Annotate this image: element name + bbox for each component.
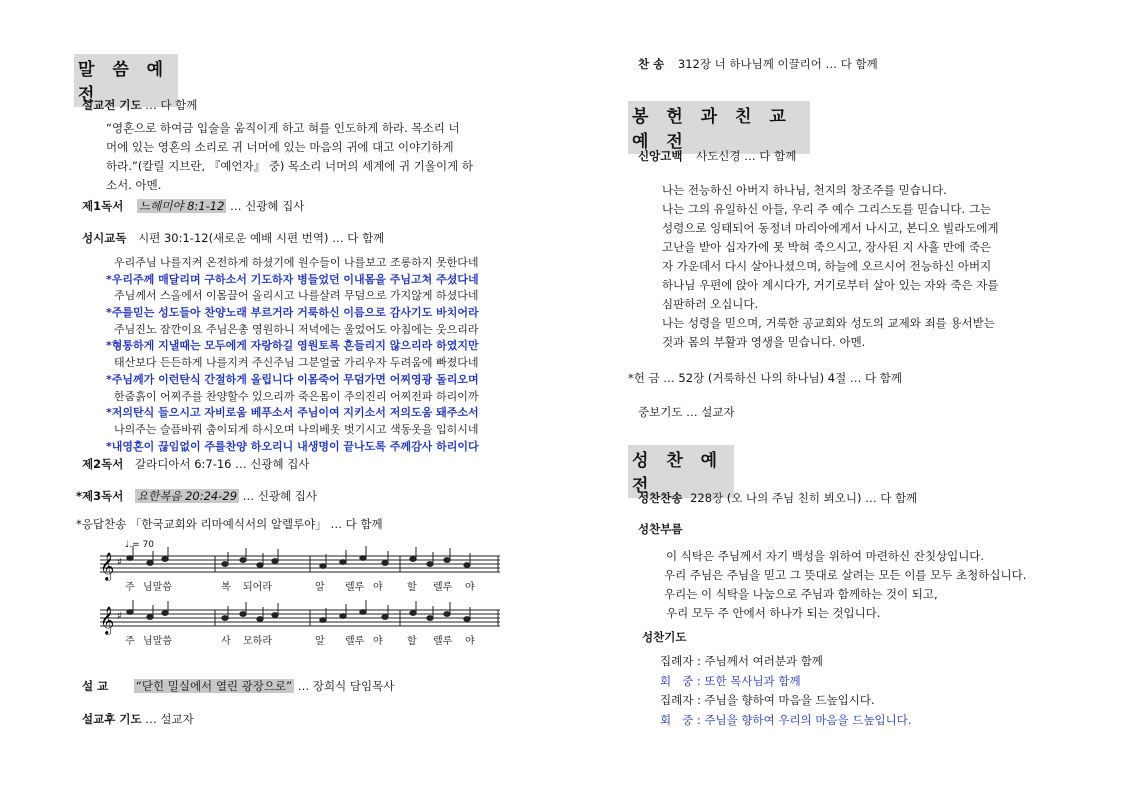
note-head [127, 556, 133, 561]
intercession: 중보기도 … 설교자 [638, 405, 735, 419]
note-head [382, 561, 388, 566]
lyric: 야 [465, 636, 475, 647]
text-line: 자 가운데서 다시 살아나셨으며, 하늘에 오르시어 전능하신 아버지 [662, 259, 992, 273]
note-head [257, 617, 263, 622]
treble-clef-icon: 𝄞 [100, 552, 115, 580]
svg-text:♯: ♯ [117, 557, 122, 568]
note-head [222, 616, 228, 621]
invitation-label: 성찬부름 [638, 522, 683, 536]
communion-prayer-dialogue [660, 652, 1040, 730]
note-head [240, 558, 246, 563]
communion-hymn [638, 490, 917, 506]
reading3-ref: 요한복음 20:24-29 [137, 489, 238, 503]
text-line: 이 식탁은 주님께서 자기 백성을 위하여 마련하신 잔칫상입니다. [666, 549, 985, 563]
note-head [464, 563, 470, 568]
reading2-label: 제2독서 [82, 457, 124, 471]
psalm-line: 한줌흙이 어찌주를 찬양할수 있으리까 죽은몸이 주의진리 어찌전파 하리이까 [114, 389, 479, 403]
note-head [360, 556, 366, 561]
hymn-rest: 312장 너 하나님께 이끌리어 … 다 함께 [677, 57, 878, 71]
note-head [147, 561, 153, 566]
note-head [382, 615, 388, 620]
note-head [340, 560, 346, 565]
lyric: 모하라 [243, 636, 272, 647]
note-head [320, 618, 326, 623]
psalm-rest: 시편 30:1-12(새로운 예배 시편 번역) … 다 함께 [138, 231, 385, 245]
psalm-line-response: *저의탄식 들으시고 자비로움 베푸소서 주님이여 지키소서 저의도움 돼주소서 [106, 406, 479, 420]
note-head [127, 610, 133, 615]
prayer-before-label: 설교전 기도 [82, 98, 142, 112]
lyric: 복 [221, 582, 231, 593]
note-head [444, 612, 450, 617]
lyric: 주 [125, 636, 135, 647]
reading1-rest: … 신광혜 집사 [226, 199, 305, 213]
text-line: 성령으로 잉태되어 동정녀 마리아에게서 나시고, 본디오 빌라도에게 [662, 221, 999, 235]
prayer-after [82, 711, 194, 727]
text-line: 우리 주님은 주님을 믿고 그 뜻대로 살려는 모든 이를 모두 초청하십니다. [664, 568, 1027, 582]
creed-rest: 사도신경 … 다 함께 [696, 149, 797, 163]
lyric: 야 [373, 582, 383, 593]
sermon-title: “닫힌 밀실에서 열린 광장으로” [135, 679, 293, 693]
dialogue-line-response: 회 중 : 또한 목사님과 함께 [660, 673, 801, 688]
lyric: 렐루 [345, 636, 365, 647]
lyric: 알 [315, 636, 325, 647]
note-head [444, 558, 450, 563]
text-line: “영혼으로 하여금 입술을 움직이게 하고 혀를 인도하게 하라. 목소리 너 [106, 121, 460, 135]
prayer-after-label: 설교후 기도 [82, 712, 142, 726]
psalm-line-response: *우리주께 매달리며 구하소서 기도하자 병들었던 이내몸을 주님고쳐 주셨다네 [106, 272, 479, 286]
note-head [464, 617, 470, 622]
communion-prayer-label: 성찬기도 [642, 630, 687, 644]
prayer-after-rest: … 설교자 [141, 712, 194, 726]
lyric: 님말씀 [143, 582, 172, 593]
reading1-ref: 느헤미야 8:1-12 [139, 199, 225, 213]
sermon-rest: … 장희식 담임목사 [294, 679, 395, 693]
note-head [272, 559, 278, 564]
lyric: 사 [221, 636, 231, 647]
reading3 [76, 488, 317, 504]
lyric: 야 [465, 582, 475, 593]
note-head [162, 557, 168, 562]
note-head [340, 614, 346, 619]
hymn-label: 찬 송 [638, 57, 665, 71]
reading2 [82, 456, 310, 472]
note-head [360, 610, 366, 615]
text-line: 우리는 이 식탁을 나눔으로 주님과 함께하는 것이 되고, [664, 587, 938, 601]
psalm-line-response: *주를믿는 성도들아 찬양노래 부르거라 거룩하신 이름으로 감사기도 바치어라 [106, 306, 479, 320]
creed-heading [638, 148, 796, 164]
tempo-marking: ♩.= 70 [125, 540, 154, 550]
staff-line-1 [100, 552, 500, 581]
psalm-line: 나의주는 슬픔바꿔 춤이되게 하시오며 나의베옷 벗기시고 색동옷을 입히시네 [114, 422, 479, 436]
psalm-line: 태산보다 든든하게 나를지켜 주신주님 그분얼굴 가리우자 두려움에 빠졌다네 [114, 356, 479, 370]
dialogue-line-response: 회 중 : 주님을 향하여 우리의 마음을 드높입니다. [660, 712, 912, 727]
lyric: 님말씀 [143, 636, 172, 647]
note-head [410, 611, 416, 616]
prayer-before-heading [82, 97, 197, 113]
response-song: *응답찬송 「한국교회와 리마예식서의 알렐루야」 … 다 함께 [76, 517, 383, 531]
text-line: 것과 몸의 부활과 영생을 믿습니다. 아멘. [662, 335, 866, 349]
psalm-line: 우리주님 나를지켜 온전하게 하셨기에 원수들이 나를보고 조롱하지 못한다네 [114, 256, 479, 269]
note-head [272, 613, 278, 618]
text-line: 나는 그의 유일하신 아들, 우리 주 예수 그리스도를 믿습니다. 그는 [662, 202, 992, 216]
treble-clef-icon: 𝄞 [100, 606, 115, 634]
communion-hymn-label: 성찬찬송 [638, 491, 683, 505]
note-head [410, 557, 416, 562]
psalm-line: 주님진노 잠깐이요 주님은총 영원하니 저녁에는 울었어도 아침에는 웃으리라 [114, 322, 479, 336]
note-head [427, 616, 433, 621]
page-title: 말 씀 예 전 [74, 54, 178, 107]
reading3-label: *제3독서 [76, 489, 124, 503]
lyric: 할 [407, 582, 417, 593]
text-line: 머에 있는 영혼의 소리로 귀 너머에 있는 마음의 귀에 대고 이야기하게 [106, 140, 454, 154]
invitation-text [666, 547, 1046, 623]
music-score [95, 540, 505, 650]
communion-hymn-rest: 228장 (오 나의 주님 친히 뵈오니) … 다 함께 [690, 491, 918, 505]
apostles-creed-text [662, 181, 1042, 352]
text-line: 우리 모두 주 안에서 하나가 되는 것입니다. [666, 606, 881, 620]
note-head [147, 615, 153, 620]
psalm-line-response: *형통하게 지낼때는 모두에게 자랑하길 영원토록 흔들리지 않으리라 하였지만 [106, 339, 479, 353]
svg-text:♯: ♯ [117, 611, 122, 622]
lyric: 알 [315, 582, 325, 593]
prayer-before-text [106, 119, 506, 195]
lyric: 주 [125, 582, 135, 593]
reading1 [82, 198, 304, 214]
lyric: 할 [407, 636, 417, 647]
reading3-rest: … 신광혜 집사 [239, 489, 318, 503]
offering: *헌 금 … 52장 (거룩하신 나의 하나님) 4절 … 다 함께 [628, 371, 902, 385]
note-head [240, 612, 246, 617]
psalm-line-response: *내영혼이 끊임없이 주를찬양 하오리니 내생명이 끝나도록 주께감사 하리이다 [106, 439, 479, 453]
text-line: 고난을 받아 십자가에 못 박혀 죽으시고, 장사된 지 사흘 만에 죽은 [662, 240, 992, 254]
psalm-line-response: *주님께가 이런탄식 간절하게 올립니다 이몸죽어 무덤가면 어찌영광 돌리오며 [106, 372, 479, 386]
dialogue-line: 집례자 : 주님께서 여러분과 함께 [660, 654, 823, 668]
sermon [82, 678, 394, 694]
prayer-before-rest: … 다 함께 [141, 98, 198, 112]
dialogue-line: 집례자 : 주님을 향하여 마음을 드높입시다. [660, 693, 875, 707]
lyric: 되어라 [243, 582, 272, 593]
lyric: 렐루 [433, 636, 453, 647]
section-title-eucharist: 성 찬 예 전 [628, 445, 734, 498]
staff-line-2 [100, 606, 500, 635]
note-head [222, 562, 228, 567]
text-line: 소서. 아멘. [106, 178, 162, 192]
lyric: 야 [373, 636, 383, 647]
psalm-line: 주님께서 스올에서 이몸끌어 올리시고 나를살려 무덤으로 가지않게 하셨다네 [114, 289, 479, 303]
note-head [427, 562, 433, 567]
text-line: 나는 전능하신 아버지 하나님, 천지의 창조주를 믿습니다. [662, 183, 947, 197]
sermon-label: 설 교 [82, 679, 109, 693]
note-head [257, 563, 263, 568]
lyric: 렐루 [345, 582, 365, 593]
note-head [162, 611, 168, 616]
psalm-label: 성시교독 [82, 231, 127, 245]
text-line: 하라.”(칼릴 지브란, 『예언자』 중) 목소리 너머의 세계에 귀 기울이게 하 [106, 159, 473, 173]
creed-label: 신앙고백 [638, 149, 683, 163]
reading1-label: 제1독서 [82, 199, 124, 213]
section-title-offering-fellowship: 봉 헌 과 친 교 예 전 [628, 101, 810, 154]
psalm-heading [82, 230, 384, 246]
text-line: 심판하러 오십니다. [662, 297, 759, 311]
lyric: 렐루 [433, 582, 453, 593]
text-line: 하나님 우편에 앉아 계시다가, 거기로부터 살아 있는 자와 죽은 자를 [662, 278, 999, 292]
hymn [638, 56, 878, 72]
reading2-rest: 갈라디아서 6:7-16 … 신광혜 집사 [135, 457, 310, 471]
text-line: 나는 성령을 믿으며, 거룩한 공교회와 성도의 교제와 죄를 용서받는 [662, 316, 995, 330]
psalm-responsive-reading [106, 255, 506, 455]
note-head [320, 564, 326, 569]
